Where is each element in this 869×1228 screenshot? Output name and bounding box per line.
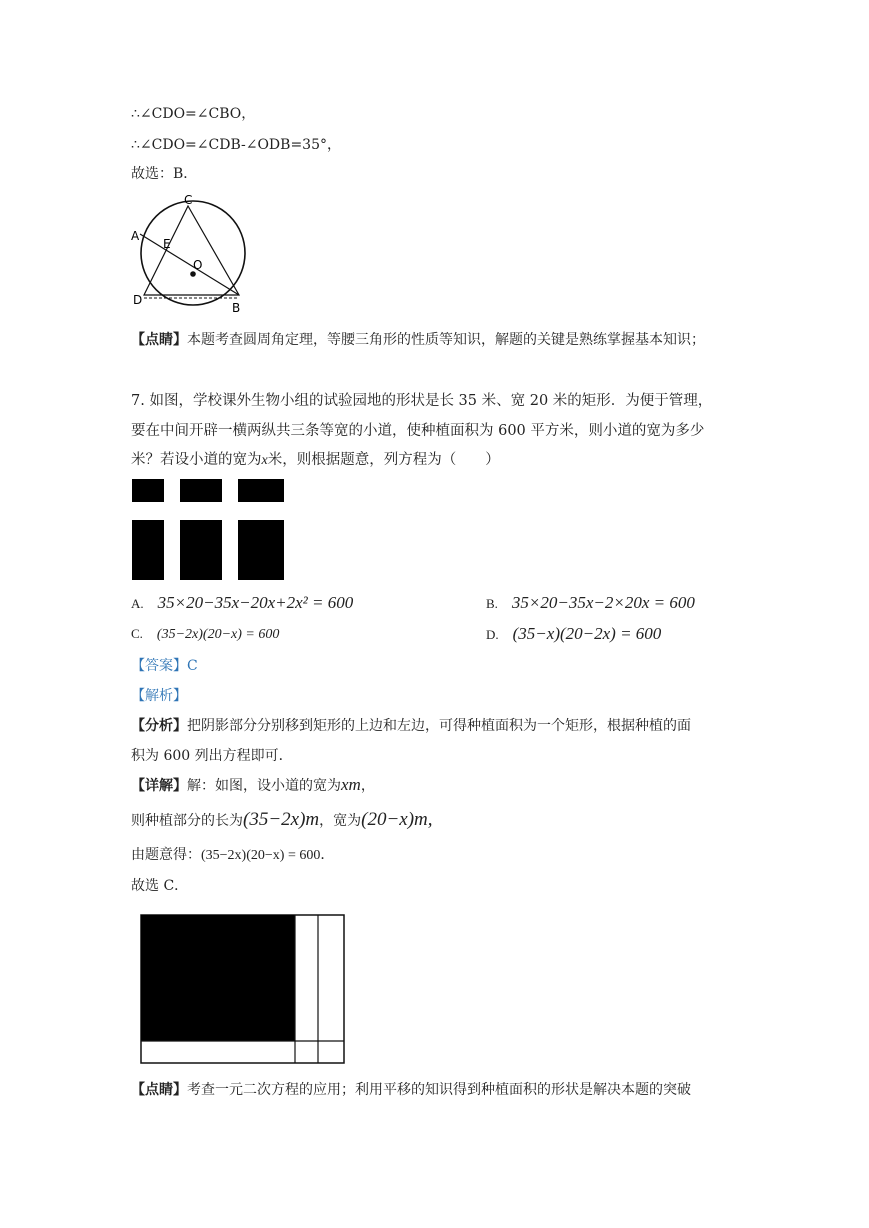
triangle-cbd: [144, 206, 239, 295]
length-text: 则种植部分的长为: [131, 813, 243, 829]
option-d-letter: D.: [486, 627, 499, 642]
circle-diagram: [128, 192, 263, 317]
width-text: ，宽为: [319, 813, 362, 829]
option-a-letter: A.: [131, 596, 144, 611]
solution-line-3: 故选：B．: [131, 166, 198, 182]
prev-comment: [131, 330, 705, 350]
prev-comment-tag: 【点睛】: [131, 332, 187, 348]
xiangjie-tag: 【详解】: [131, 778, 187, 794]
option-d[interactable]: [486, 624, 661, 645]
fenxi-text-1: 把阴影部分分别移到矩形的上边和左边，可得种植面积为一个矩形，根据种植的面: [187, 718, 691, 734]
answer-comment-tag: 【点睛】: [131, 1082, 187, 1098]
solution-line-2: ∴∠CDO=∠CDB-∠ODB=35°，: [131, 137, 341, 153]
solution-line-1: ∴∠CDO=∠CBO，: [131, 106, 256, 122]
xiangjie-end: ，: [360, 778, 375, 794]
length-expr: (35−2x)m: [243, 809, 320, 830]
analysis-tag: 【解析】: [131, 688, 187, 704]
q7-line-1: 7. 如图，学校课外生物小组的试验园地的形状是长 35 米、宽 20 米的矩形．为便于管理，: [131, 393, 713, 409]
option-c-expr: (35−2x)(20−x) = 600: [156, 627, 280, 642]
garden-figure-solution: [139, 913, 347, 1065]
answer-line: 【答案】C: [131, 658, 198, 674]
equation-prefix: 由题意得：: [131, 847, 201, 863]
q7-line-2: 要在中间开辟一横两纵共三条等宽的小道，使种植面积为 600 平方米，则小道的宽为多少: [131, 423, 705, 439]
plot-top-2: [180, 479, 222, 502]
xiangjie-xm: xm: [341, 775, 361, 794]
option-d-expr: (35−x)(20−2x) = 600: [512, 624, 662, 643]
label-a: A: [131, 229, 140, 243]
answer-comment: [131, 1080, 691, 1100]
xiangjie-text: 解：如图，设小道的宽为: [187, 778, 341, 794]
garden-figure-question: [130, 478, 286, 581]
option-a-expr: 35×20−35x−20x+2x² = 600: [157, 593, 354, 612]
q7-var-x: x: [261, 453, 268, 468]
option-c[interactable]: [131, 624, 279, 645]
label-c: C: [184, 193, 193, 207]
center-point-o: [190, 271, 196, 277]
plot-bottom-1: [132, 520, 164, 580]
label-d: D: [133, 293, 143, 307]
label-e: E: [163, 237, 171, 251]
equation-suffix: ．: [320, 847, 335, 863]
width-expr: (20−x)m,: [361, 809, 433, 830]
answer-comment-text: 考查一元二次方程的应用；利用平移的知识得到种植面积的形状是解决本题的突破: [187, 1082, 691, 1098]
plot-top-1: [132, 479, 164, 502]
q7-line-3-a: 米？若设小道的宽为: [131, 452, 262, 468]
fenxi-tag: 【分析】: [131, 718, 187, 734]
option-b[interactable]: [486, 593, 695, 614]
equation-line: [131, 845, 334, 866]
plot-bottom-2: [180, 520, 222, 580]
label-b: B: [232, 301, 241, 315]
q7-line-3-b: 米，则根据题意，列方程为（ ）: [267, 452, 500, 468]
q7-line-3: [131, 450, 500, 471]
fenxi-line-1: [131, 716, 691, 736]
planted-area: [141, 915, 295, 1041]
option-b-expr: 35×20−35x−2×20x = 600: [511, 593, 695, 612]
line-a-b: [140, 234, 239, 295]
equation-expr: (35−2x)(20−x) = 600: [201, 848, 321, 863]
option-a[interactable]: [131, 593, 353, 614]
plot-bottom-3: [238, 520, 284, 580]
choice-line: 故选 C．: [131, 878, 189, 894]
label-o: O: [193, 258, 203, 272]
prev-comment-text: 本题考查圆周角定理，等腰三角形的性质等知识，解题的关键是熟练掌握基本知识；: [187, 332, 705, 348]
length-width-line: [131, 810, 433, 831]
fenxi-line-2: 积为 600 列出方程即可．: [131, 748, 293, 764]
plot-top-3: [238, 479, 284, 502]
xiangjie-line: [131, 775, 375, 796]
option-b-letter: B.: [486, 596, 498, 611]
option-c-letter: C.: [131, 626, 143, 641]
